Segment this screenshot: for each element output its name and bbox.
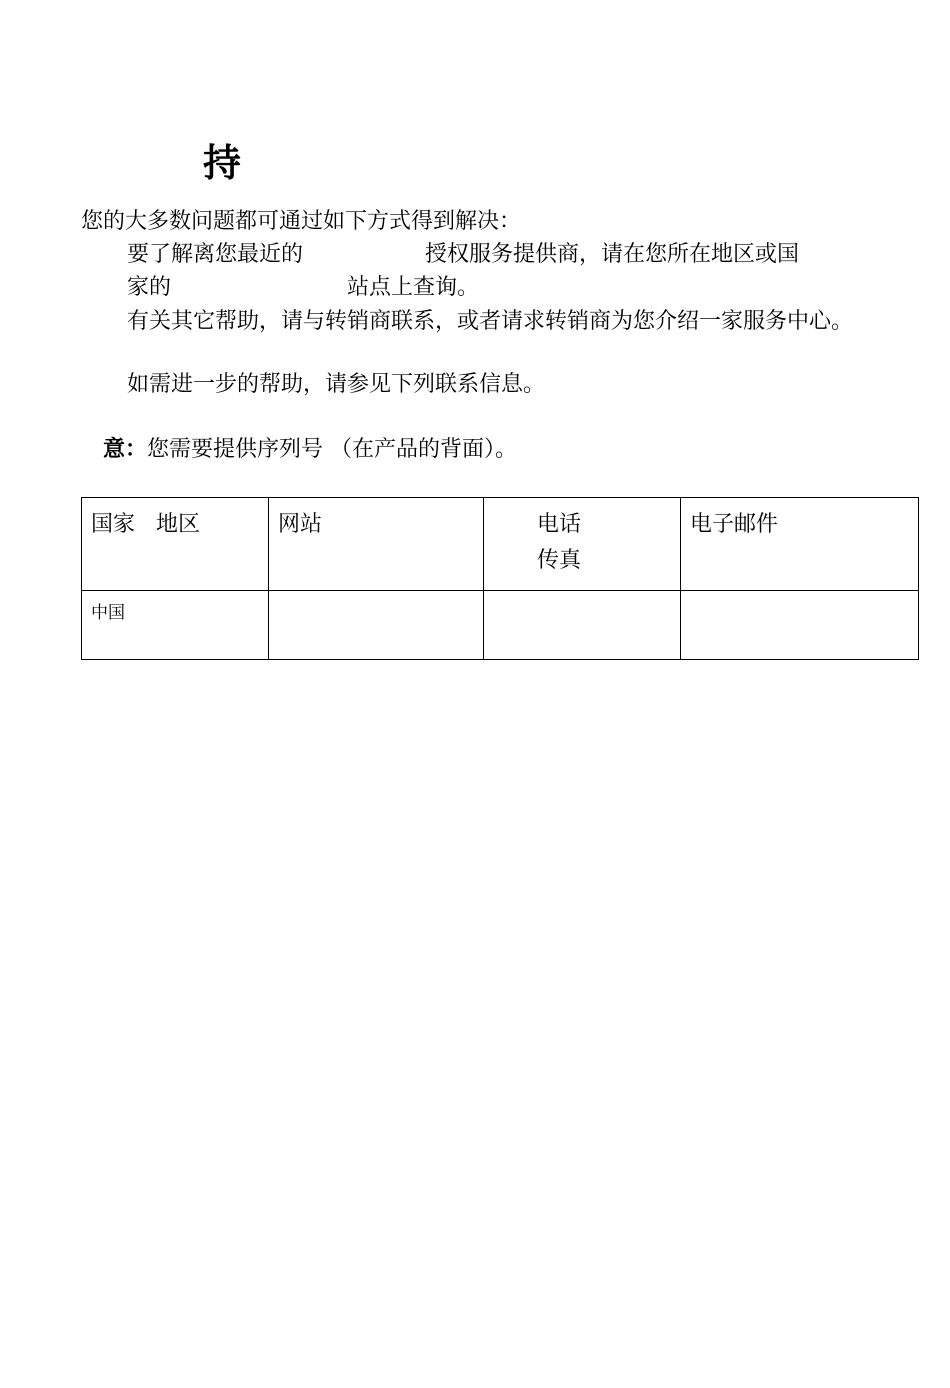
- contact-table: [81, 497, 919, 660]
- header-website: 网站: [269, 498, 484, 591]
- item1-text-middle: 授权服务提供商，请在您所在地区或国: [425, 242, 800, 267]
- cell-email: [681, 591, 919, 660]
- cell-country: 中国: [82, 591, 269, 660]
- header-phone: 电话: [537, 512, 582, 537]
- header-fax: 传真: [537, 548, 582, 573]
- table-row: [82, 591, 919, 660]
- item1-text-line2-start: 家的: [127, 275, 172, 300]
- support-item-reseller: 有关其它帮助，请与转销商联系，或者请求转销商为您介绍一家服务中心。: [127, 309, 854, 334]
- support-item-authorized-provider: [127, 238, 887, 304]
- cell-phone-fax: [484, 591, 681, 660]
- header-phone-fax: [484, 498, 681, 591]
- support-item-contact-info: 如需进一步的帮助，请参见下列联系信息。: [127, 372, 546, 397]
- intro-text: 您的大多数问题都可通过如下方式得到解决：: [81, 209, 522, 234]
- item1-text-start: 要了解离您最近的: [127, 242, 304, 267]
- item1-text-end: 站点上查询。: [347, 275, 480, 300]
- note-label: 意：: [103, 436, 148, 462]
- note: [103, 432, 517, 467]
- cell-website: [269, 591, 484, 660]
- header-country: 国家 地区: [82, 498, 269, 591]
- header-email: 电子邮件: [681, 498, 919, 591]
- page-heading: 持: [203, 141, 242, 185]
- note-text: 您需要提供序列号 （在产品的背面）。: [147, 437, 518, 462]
- table-header-row: [82, 498, 919, 591]
